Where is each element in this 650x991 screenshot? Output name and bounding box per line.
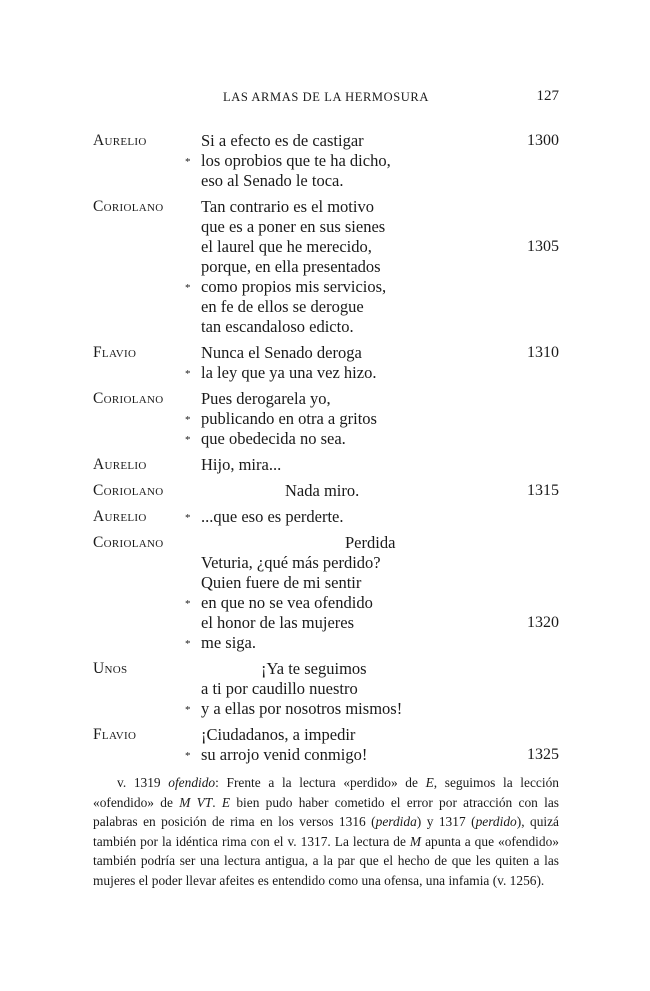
footnote-text: : Frente a la lectura «perdido» de [215,775,426,790]
note-marker: * [185,414,191,426]
verse-line [93,699,559,719]
verse-line [93,277,559,297]
footnote-siglum: M [409,833,422,849]
page-number: 127 [536,88,559,104]
speaker-name: Aurelio [93,456,147,473]
verse-text: Veturia, ¿qué más perdido? [201,553,381,572]
verse-line [93,455,559,475]
verse-line [93,363,559,383]
note-marker: * [185,282,191,294]
footnote-text: ), quizá también por la idéntica rima con el v. 1317. La lectura de [93,814,559,849]
verse-line [93,613,559,633]
footnote-siglum: E [221,794,231,810]
speaker-name: Coriolano [93,390,164,407]
footnote-siglum: M VT [179,794,213,810]
verse-line [93,633,559,653]
verse-line [93,257,559,277]
verse-text: Nunca el Senado deroga [201,343,362,362]
verse-text: Tan contrario es el motivo [201,197,374,216]
verse-line [93,197,559,217]
verse-line [93,389,559,409]
note-marker: * [185,638,191,650]
footnote-text: apunta a que «ofendido» también podría ser una lectura antigua, a la par que el hecho de que les quiten a las mujeres el poder llevar afeites es entendido como una ofensa, una infamia (v. 1256). [93,833,559,888]
note-marker: * [185,512,191,524]
footnote-italic-word: perdida [375,814,417,830]
speaker-name: Flavio [93,344,137,361]
verse-line [93,659,559,679]
verse-text: a ti por caudillo nuestro [201,679,358,698]
verse-text: el laurel que he merecido, [201,237,372,256]
line-number: 1325 [527,746,559,763]
footnote-text: . [212,794,222,810]
verse-text: tan escandaloso edicto. [201,317,354,336]
verse-text: Si a efecto es de castigar [201,131,364,150]
verse-text: su arrojo venid conmigo! [201,745,368,764]
verse-block [93,131,559,765]
verse-line [93,217,559,237]
verse-line [93,343,559,363]
speaker-name: Coriolano [93,534,164,551]
note-marker: * [185,704,191,716]
verse-text: Pues derogarela yo, [201,389,331,408]
line-number: 1315 [527,482,559,499]
footnote-paragraph [93,773,559,891]
note-marker: * [185,598,191,610]
speaker-name: Coriolano [93,198,164,215]
verse-text: los oprobios que te ha dicho, [201,151,391,170]
running-title: LAS ARMAS DE LA HERMOSURA [222,90,429,104]
footnote-italic-word: perdido [475,814,517,830]
verse-line [93,573,559,593]
verse-line [93,297,559,317]
verse-line [93,409,559,429]
verse-text: Nada miro. [285,481,360,500]
verse-line [93,507,559,527]
speaker-name: Aurelio [93,508,147,525]
verse-line [93,429,559,449]
verse-text: Perdida [345,533,396,552]
verse-line [93,553,559,573]
verse-text: en que no se vea ofendido [201,593,373,612]
verse-text: y a ellas por nosotros mismos! [201,699,403,718]
verse-line [93,593,559,613]
note-marker: * [185,156,191,168]
verse-line [93,745,559,765]
verse-line [93,481,559,501]
footnote-ref: v. 1319 [117,775,161,790]
verse-line [93,171,559,191]
verse-line [93,237,559,257]
verse-text: que es a poner en sus sienes [201,217,386,236]
footnote-text: ) y 1317 ( [416,814,476,830]
verse-text: publicando en otra a gritos [201,409,377,428]
verse-line [93,533,559,553]
speaker-name: Aurelio [93,132,147,149]
footnote-text: bien pudo haber cometido el error por atracción con las palabras en posición de rima en los versos 1316 ( [93,794,559,830]
note-marker: * [185,750,191,762]
verse-text: el honor de las mujeres [201,613,355,632]
verse-text: Hijo, mira... [201,455,282,474]
verse-text: ...que eso es perderte. [201,507,344,526]
line-number: 1305 [527,238,559,255]
verse-text: eso al Senado le toca. [201,171,344,190]
verse-text: porque, en ella presentados [201,257,381,276]
verse-text: ¡Ya te seguimos [261,659,367,678]
note-marker: * [185,434,191,446]
verse-text: en fe de ellos se derogue [201,297,364,316]
verse-line [93,679,559,699]
verse-line [93,151,559,171]
running-header [93,88,559,108]
verse-text: como propios mis servicios, [201,277,387,296]
verse-text: ¡Ciudadanos, a impedir [201,725,356,744]
speaker-name: Unos [93,660,128,677]
verse-text: Quien fuere de mi sentir [201,573,362,592]
verse-line [93,725,559,745]
verse-line [93,317,559,337]
verse-line [93,131,559,151]
note-marker: * [185,368,191,380]
verse-text: que obedecida no sea. [201,429,346,448]
speaker-name: Coriolano [93,482,164,499]
footnote-siglum: E [425,775,434,790]
line-number: 1310 [527,344,559,361]
line-number: 1320 [527,614,559,631]
footnote-lemma: ofendido [168,775,216,790]
line-number: 1300 [527,132,559,149]
verse-text: me siga. [201,633,256,652]
footnote-text: , seguimos la lección «ofendido» de [93,775,559,810]
speaker-name: Flavio [93,726,137,743]
verse-text: la ley que ya una vez hizo. [201,363,377,382]
footnote [93,773,559,891]
